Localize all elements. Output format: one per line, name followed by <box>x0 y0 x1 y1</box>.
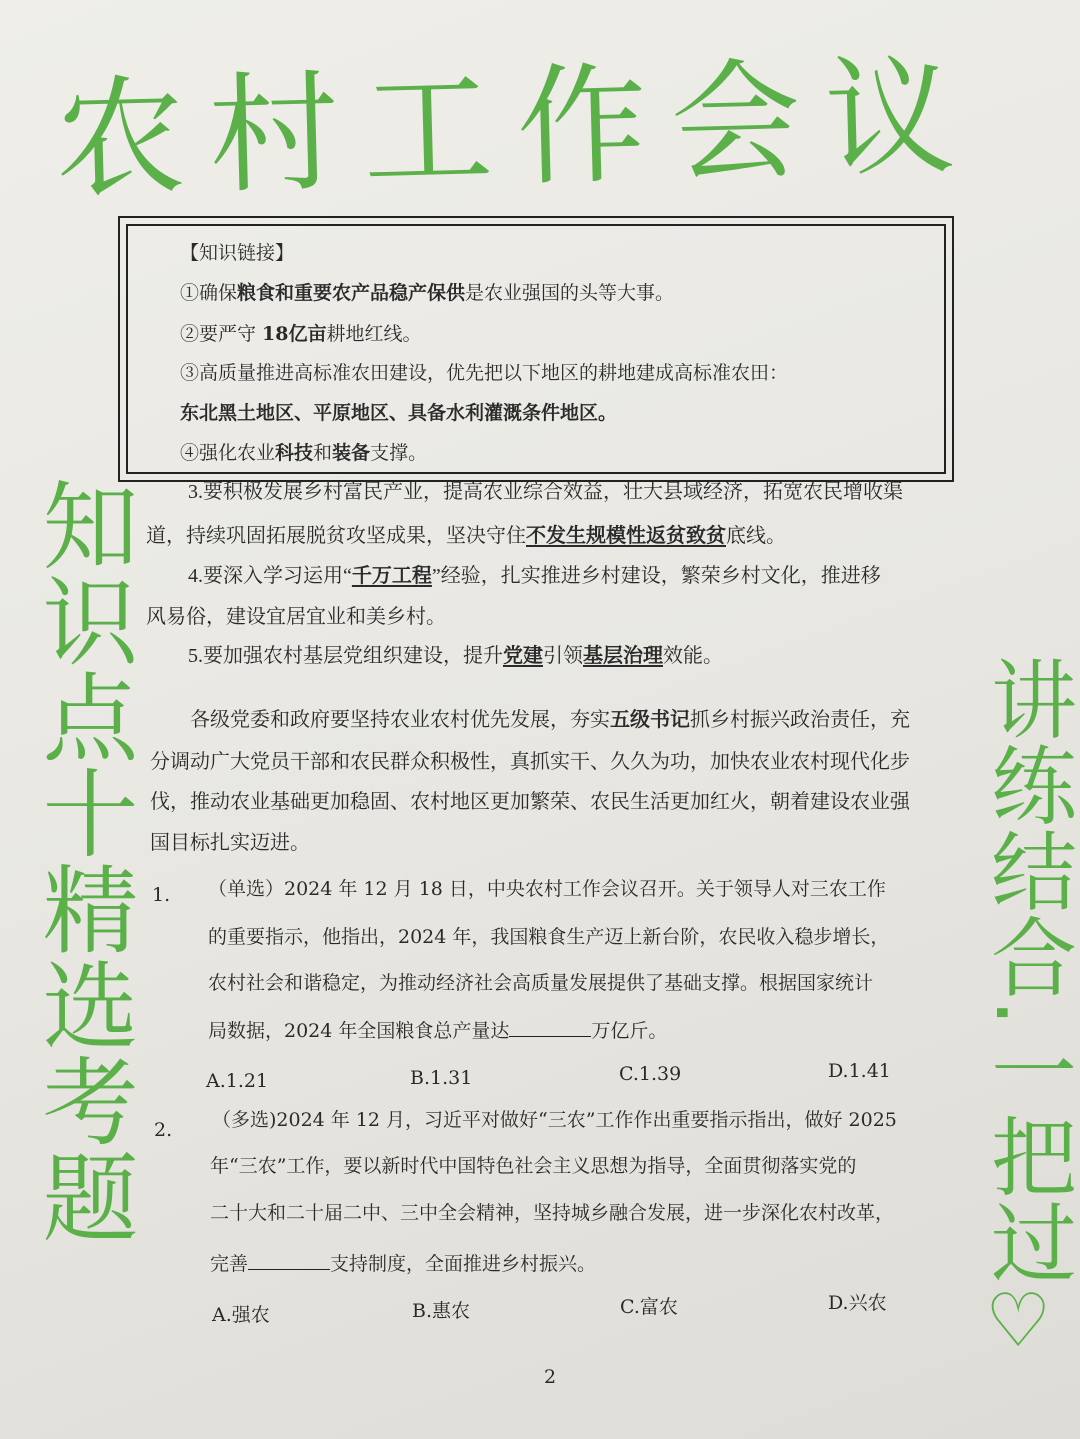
question-2-line-2: 年“三农”工作，要以新时代中国特色社会主义思想为指导，全面贯彻落实党的 <box>210 1155 857 1177</box>
question-2-line-4: 完善 支持制度，全面推进乡村振兴。 <box>210 1253 597 1275</box>
question-1-number: 1. <box>152 884 171 906</box>
paragraph-3-line-2: 道，持续巩固拓展脱贫攻坚成果，坚决守住不发生规模性返贫致贫底线。 <box>146 525 786 547</box>
knowledge-line-5: ④强化农业科技和装备支撑。 <box>180 442 428 464</box>
question-1-line-3: 农村社会和谐稳定，为推动经济社会高质量发展提供了基础支撑。根据国家统计 <box>208 972 874 994</box>
paragraph-3-line-1: 3.要积极发展乡村富民产业，提高农业综合效益，壮大县域经济，拓宽农民增收渠 <box>188 481 903 503</box>
paragraph-5: 5.要加强农村基层党组织建设，提升党建引领基层治理效能。 <box>188 645 723 667</box>
question-2-option-b: B.惠农 <box>412 1300 471 1322</box>
summary-line-3: 伐，推动农业基础更加稳固、农村地区更加繁荣、农民生活更加红火，朝着建设农业强 <box>150 791 910 813</box>
question-2-option-d: D.兴农 <box>828 1292 887 1314</box>
knowledge-line-1: ①确保粮食和重要农产品稳产保供是农业强国的头等大事。 <box>180 282 675 304</box>
handwritten-left-note: 知识点十精选考题 <box>27 476 139 1244</box>
summary-line-2: 分调动广大党员干部和农民群众积极性，真抓实干、久久为功，加快农业农村现代化步 <box>150 751 910 773</box>
question-1-line-2: 的重要指示，他指出，2024 年，我国粮食生产迈上新台阶，农民收入稳步增长， <box>208 926 890 948</box>
handwritten-title: 农村工作会议 <box>53 39 981 216</box>
knowledge-line-4: 东北黑土地区、平原地区、具备水利灌溉条件地区。 <box>180 402 618 424</box>
handwritten-right-note: 讲练结合.一把过 <box>976 655 1076 1285</box>
page-number: 2 <box>544 1366 557 1388</box>
summary-line-4: 国目标扎实迈进。 <box>150 832 310 854</box>
question-2-line-3: 二十大和二十届二中、三中全会精神，坚持城乡融合发展，进一步深化农村改革， <box>210 1202 895 1224</box>
knowledge-line-2: ②要严守 18亿亩耕地红线。 <box>180 323 422 345</box>
question-2-option-c: C.富农 <box>620 1296 678 1318</box>
question-2-line-1: （多选)2024 年 12 月，习近平对做好“三农”工作作出重要指示指出，做好 2025 <box>212 1109 897 1131</box>
knowledge-box <box>118 216 954 482</box>
question-2-option-a: A.强农 <box>212 1304 270 1326</box>
knowledge-heading: 【知识链接】 <box>180 242 295 264</box>
question-1-line-1: （单选）2024 年 12 月 18 日，中央农村工作会议召开。关于领导人对三农工作 <box>208 878 886 900</box>
knowledge-line-3: ③高质量推进高标准农田建设，优先把以下地区的耕地建成高标准农田： <box>180 362 789 384</box>
question-1-option-d: D.1.41 <box>828 1060 891 1082</box>
paragraph-4-line-1: 4.要深入学习运用“千万工程”经验，扎实推进乡村建设，繁荣乡村文化，推进移 <box>188 565 881 587</box>
question-1-line-4: 局数据，2024 年全国粮食总产量达 万亿斤。 <box>208 1020 668 1042</box>
question-1-option-a: A.1.21 <box>206 1070 269 1092</box>
answer-blank <box>509 1018 591 1037</box>
heart-icon: ♡ <box>985 1278 1052 1364</box>
paragraph-4-line-2: 风易俗，建设宜居宜业和美乡村。 <box>146 606 446 628</box>
answer-blank <box>248 1251 330 1270</box>
question-1-option-b: B.1.31 <box>410 1067 473 1089</box>
summary-line-1: 各级党委和政府要坚持农业农村优先发展，夯实五级书记抓乡村振兴政治责任，充 <box>190 709 910 731</box>
question-1-option-c: C.1.39 <box>619 1063 682 1085</box>
question-2-number: 2. <box>154 1119 173 1141</box>
